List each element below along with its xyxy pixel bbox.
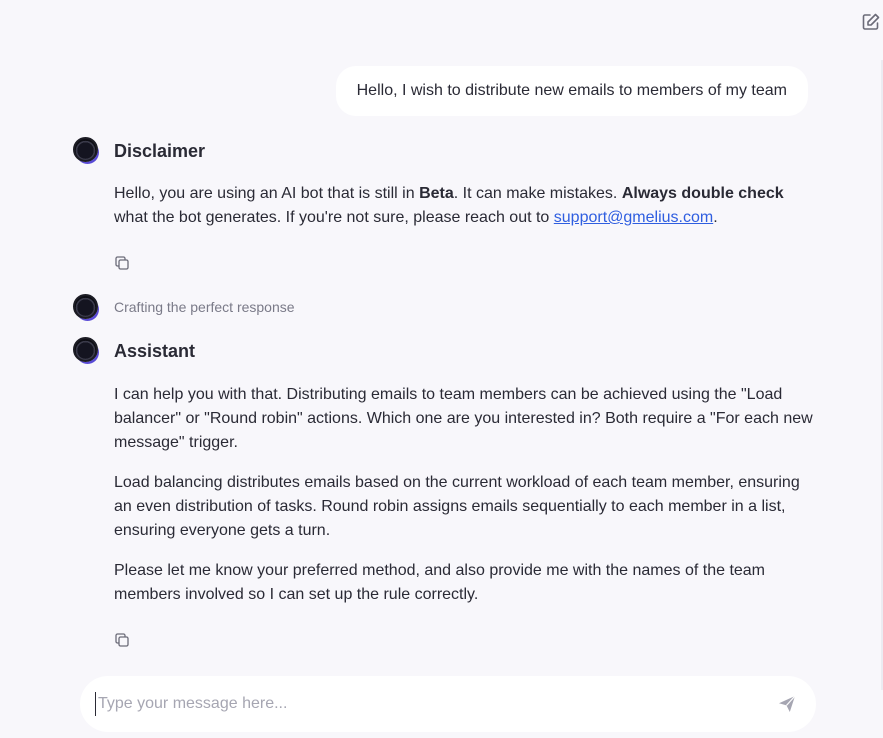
- message-input[interactable]: [95, 692, 755, 716]
- beta-label: Beta: [419, 185, 454, 202]
- disclaimer-text-1: Hello, you are using an AI bot that is still in: [114, 185, 420, 202]
- new-chat-button[interactable]: [861, 12, 881, 32]
- copy-icon: [114, 255, 130, 271]
- copy-icon: [114, 632, 130, 648]
- user-message-text: Hello, I wish to distribute new emails to members of my team: [356, 82, 787, 99]
- support-email-link[interactable]: support@gmelius.com: [553, 209, 714, 226]
- send-icon: [778, 695, 796, 713]
- disclaimer-text-2: . It can make mistakes.: [453, 185, 622, 202]
- always-double-check-label: Always double check: [621, 185, 784, 202]
- assistant-paragraph: I can help you with that. Distributing emails to team members can be achieved using the "Load balancer" or "Round robin" actions. Which one are you interested in? Both require a "For each new message" trigger.: [114, 386, 813, 451]
- bot-avatar: [73, 294, 98, 319]
- edit-icon: [861, 12, 881, 32]
- assistant-paragraph: Load balancing distributes emails based on the current workload of each team member, ensuring an even distribution of tasks. Round robin assigns emails sequentially to each member in a list, ensuring everyone gets a turn.: [114, 474, 800, 539]
- disclaimer-text-3: what the bot generates. If you're not sure, please reach out to: [114, 209, 554, 226]
- bot-avatar: [73, 337, 98, 362]
- user-message: [336, 66, 808, 116]
- copy-disclaimer-button[interactable]: [114, 255, 130, 271]
- copy-assistant-button[interactable]: [114, 632, 130, 648]
- assistant-paragraph: Please let me know your preferred method, and also provide me with the names of the team members involved so I can set up the rule correctly.: [114, 562, 766, 603]
- status-text: Crafting the perfect response: [114, 299, 295, 315]
- assistant-body: [114, 383, 814, 623]
- disclaimer-period: .: [713, 209, 718, 226]
- send-button[interactable]: [778, 695, 796, 713]
- bot-avatar: [73, 137, 98, 162]
- disclaimer-body: [114, 182, 809, 230]
- message-composer: [80, 676, 816, 732]
- assistant-title: Assistant: [114, 341, 196, 361]
- disclaimer-title: Disclaimer: [114, 141, 206, 161]
